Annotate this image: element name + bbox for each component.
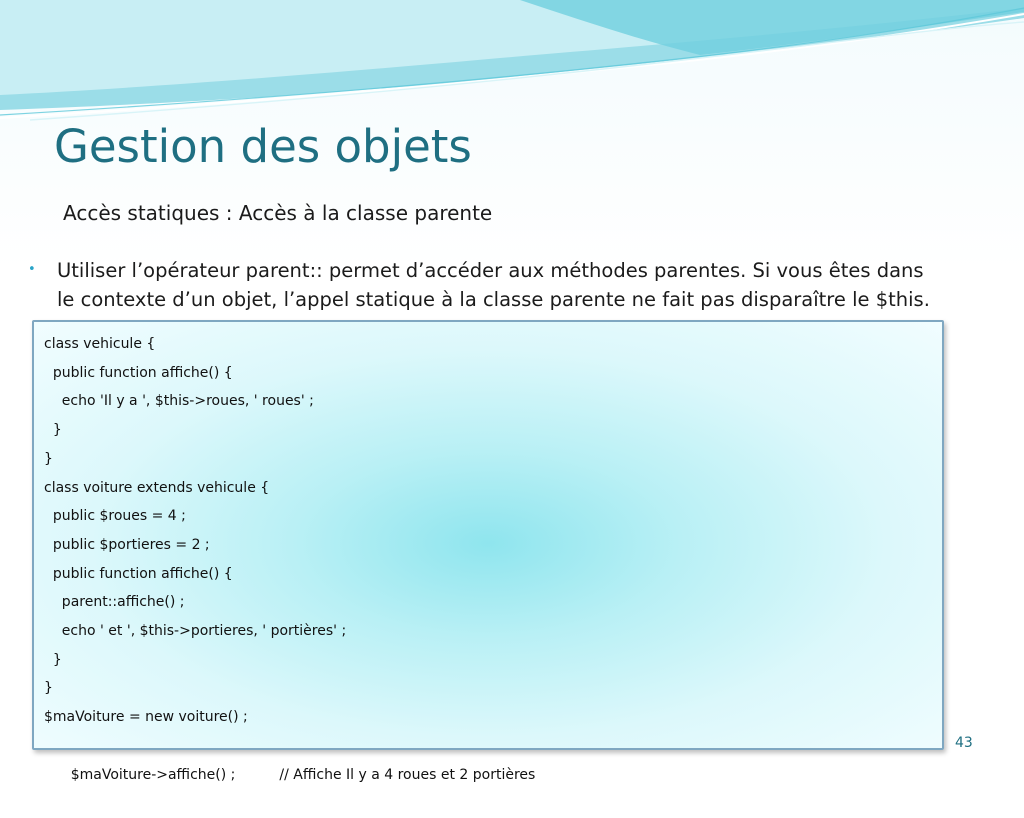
code-line: parent::affiche() ; (44, 594, 185, 611)
code-line: public function affiche() { (44, 565, 233, 582)
bullet-text: Utiliser l’opérateur parent:: permet d’accéder aux méthodes parentes. Si vous êtes dans le contexte d’un objet, l’appel statique à la classe parente ne fait pas disparaître le $this. (57, 259, 930, 311)
code-line: public $portieres = 2 ; (44, 536, 210, 553)
code-comment: // Affiche Il y a 4 roues et 2 portières (279, 766, 536, 783)
code-line: } (44, 680, 53, 697)
code-line: public function affiche() { (44, 364, 233, 381)
page-number: 43 (955, 735, 973, 751)
code-line: public $roues = 4 ; (44, 508, 186, 525)
bullet-item (28, 256, 988, 314)
code-line: } (44, 651, 62, 668)
code-line: echo ' et ', $this->portieres, ' portières' ; (44, 623, 347, 640)
code-line: } (44, 422, 62, 439)
slide-subtitle: Accès statiques : Accès à la classe parente (63, 201, 493, 225)
code-statement: $maVoiture->affiche() ; (70, 766, 236, 783)
code-line: } (44, 450, 53, 467)
code-line: $maVoiture = new voiture() ; (44, 709, 248, 726)
code-line-last (44, 732, 942, 818)
slide-title: Gestion des objets (54, 120, 472, 173)
code-box (32, 320, 944, 783)
code-line: echo 'Il y a ', $this->roues, ' roues' ; (44, 393, 314, 410)
code-line: class voiture extends vehicule { (44, 479, 270, 496)
bullet-symbol: • (28, 262, 36, 277)
header-wave-decoration (0, 0, 1024, 120)
code-line: class vehicule { (44, 336, 156, 352)
